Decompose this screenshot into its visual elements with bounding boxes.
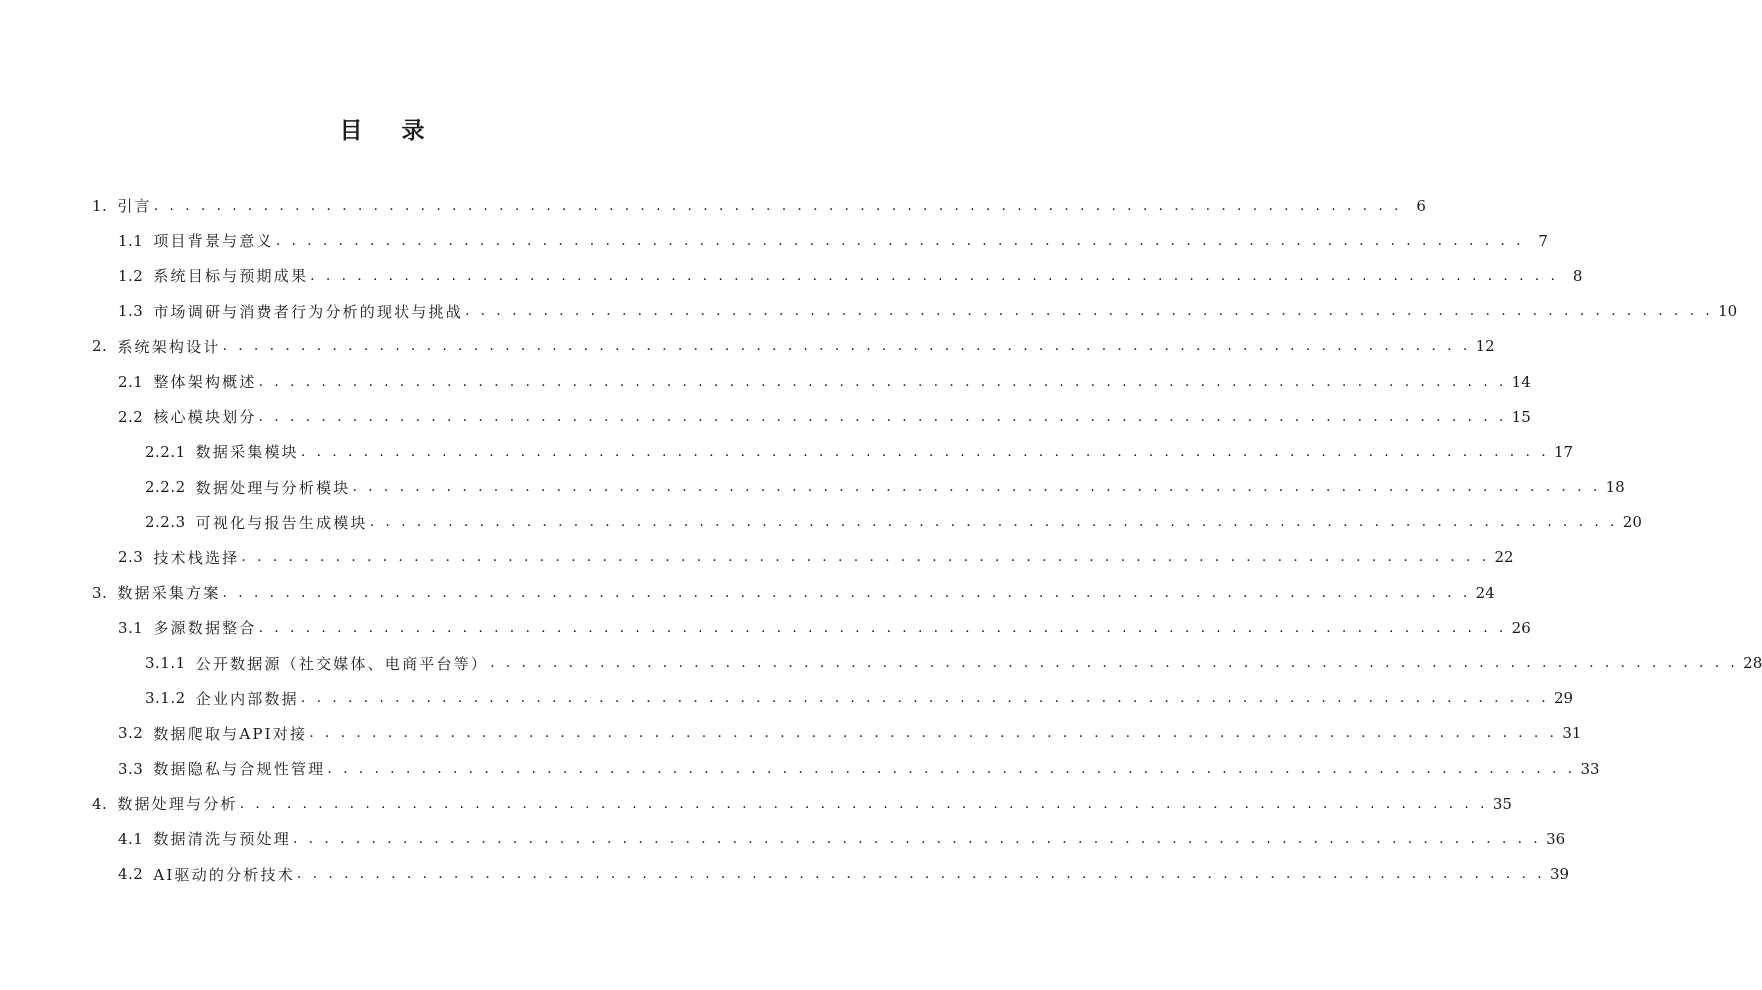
toc-entry-number: 3.2 [118, 724, 144, 743]
toc-entry-text: AI驱动的分析技术 [153, 865, 295, 884]
toc-entry-text: 数据爬取与API对接 [153, 724, 308, 743]
toc-title-char-2: 录 [401, 118, 426, 144]
toc-entry-text: 数据清洗与预处理 [153, 830, 291, 849]
toc-entry-text: 整体架构概述 [153, 373, 257, 392]
toc-entry-line [92, 582, 1495, 603]
toc-entry-line [118, 864, 1570, 885]
toc-entry-line [118, 723, 1582, 744]
toc-entry-text: 项目背景与意义 [153, 232, 274, 251]
toc-entry-page-number: 10 [1718, 302, 1738, 321]
toc-entry-page-number: 28 [1743, 654, 1762, 673]
toc-entry-number: 1. [92, 196, 108, 215]
toc-entry[interactable] [0, 716, 1582, 751]
toc-entry-line [92, 336, 1495, 357]
toc-entry-number: 3.1.1 [145, 654, 186, 673]
toc-entry-text: 系统架构设计 [117, 337, 221, 356]
toc-entry-text: 企业内部数据 [195, 689, 299, 708]
toc-entry[interactable] [0, 786, 1512, 821]
toc-entry-page-number: 20 [1622, 513, 1642, 532]
toc-entry-text: 市场调研与消费者行为分析的现状与挑战 [153, 302, 463, 321]
toc-dot-leader: . . . . . . . . . . . . . . . . . . . . . . . . . . . . . . . . . . . . . . . . . . . . . . . . . . . . . . . . . . . . . . . . . . . . . . . . . . . . . . . . [310, 267, 1559, 284]
toc-dot-leader: . . . . . . . . . . . . . . . . . . . . . . . . . . . . . . . . . . . . . . . . . . . . . . . . . . . . . . . . . . . . . . . . . . . . . . . . . . . . . . . . [300, 443, 1550, 460]
toc-entry-page-number: 31 [1562, 724, 1582, 743]
toc-entry-line [145, 512, 1642, 533]
toc-dot-leader: . . . . . . . . . . . . . . . . . . . . . . . . . . . . . . . . . . . . . . . . . . . . . . . . . . . . . . . . . . . . . . . . . . . . . . . . . . . . . . . . [292, 830, 1542, 847]
toc-entry-line [118, 547, 1514, 568]
toc-entry-number: 2.2.3 [145, 513, 186, 532]
toc-dot-leader: . . . . . . . . . . . . . . . . . . . . . . . . . . . . . . . . . . . . . . . . . . . . . . . . . . . . . . . . . . . . . . . . . . . . . . . . . . . . . . . . [258, 373, 1507, 390]
toc-entry[interactable] [0, 575, 1495, 610]
toc-entry-text: 数据处理与分析 [117, 795, 238, 814]
toc-entry-number: 1.2 [118, 266, 144, 285]
toc-dot-leader: . . . . . . . . . . . . . . . . . . . . . . . . . . . . . . . . . . . . . . . . . . . . . . . . . . . . . . . . . . . . . . . . . . . . . . . . . . . . . . . . [300, 690, 1550, 707]
toc-entry[interactable] [0, 329, 1495, 364]
toc-entry-page-number: 12 [1475, 337, 1495, 356]
toc-entry-text: 系统目标与预期成果 [153, 267, 309, 286]
toc-dot-leader: . . . . . . . . . . . . . . . . . . . . . . . . . . . . . . . . . . . . . . . . . . . . . . . . . . . . . . . . . . . . . . . . . . . . . . . . . . . . . . . . [464, 303, 1714, 320]
toc-dot-leader: . . . . . . . . . . . . . . . . . . . . . . . . . . . . . . . . . . . . . . . . . . . . . . . . . . . . . . . . . . . . . . . . . . . . . . . . . . . . . . . . [222, 338, 1471, 355]
toc-entry-line [118, 371, 1531, 392]
toc-entry-line [118, 265, 1583, 286]
toc-entry[interactable] [0, 540, 1514, 575]
toc-dot-leader: . . . . . . . . . . . . . . . . . . . . . . . . . . . . . . . . . . . . . . . . . . . . . . . . . . . . . . . . . . . . . . . . . . . . . . . . . . . . . . . . [258, 408, 1507, 425]
toc-entry-text: 数据隐私与合规性管理 [153, 760, 326, 779]
toc-entry-number: 2.3 [118, 548, 144, 567]
toc-entry-number: 1.1 [118, 231, 144, 250]
toc-entry-page-number: 29 [1553, 689, 1574, 708]
toc-entry[interactable] [0, 645, 1762, 680]
toc-entry-text: 引言 [117, 197, 152, 216]
toc-entry-line [145, 441, 1574, 462]
toc-entry[interactable] [0, 470, 1625, 505]
toc-dot-leader: . . . . . . . . . . . . . . . . . . . . . . . . . . . . . . . . . . . . . . . . . . . . . . . . . . . . . . . . . . . . . . . . . . . . . . . . . . . . . . . . [296, 866, 1546, 883]
toc-entry-number: 1.3 [118, 302, 144, 321]
toc-entry-number: 2.2.2 [145, 478, 186, 497]
toc-entry-number: 3.3 [118, 759, 144, 778]
toc-dot-leader: . . . . . . . . . . . . . . . . . . . . . . . . . . . . . . . . . . . . . . . . . . . . . . . . . . . . . . . . . . . . . . . . . . . . . . . . . . . . . . . . [153, 197, 1402, 214]
toc-entry-number: 3.1 [118, 618, 144, 637]
toc-entry[interactable] [0, 399, 1531, 434]
toc-entry-page-number: 18 [1605, 478, 1625, 497]
toc-entry[interactable] [0, 294, 1738, 329]
toc-entry-number: 3.1.2 [145, 689, 186, 708]
toc-entry-text: 数据处理与分析模块 [195, 478, 351, 497]
toc-entry-page-number: 14 [1511, 372, 1531, 391]
toc-entry-line [118, 301, 1738, 322]
toc-entry-text: 核心模块划分 [153, 408, 257, 427]
toc-entry-number: 4.1 [118, 829, 144, 848]
toc-entry-page-number: 22 [1494, 548, 1514, 567]
toc-entry-page-number: 15 [1511, 407, 1531, 426]
toc-dot-leader: . . . . . . . . . . . . . . . . . . . . . . . . . . . . . . . . . . . . . . . . . . . . . . . . . . . . . . . . . . . . . . . . . . . . . . . . . . . . . . . . [369, 514, 1618, 531]
toc-dot-leader: . . . . . . . . . . . . . . . . . . . . . . . . . . . . . . . . . . . . . . . . . . . . . . . . . . . . . . . . . . . . . . . . . . . . . . . . . . . . . . . . [222, 584, 1471, 601]
toc-entry[interactable] [0, 610, 1531, 645]
toc-dot-leader: . . . . . . . . . . . . . . . . . . . . . . . . . . . . . . . . . . . . . . . . . . . . . . . . . . . . . . . . . . . . . . . . . . . . . . . . . . . . . . . . [239, 795, 1488, 812]
toc-entry-line [145, 477, 1625, 498]
toc-entry-line [92, 195, 1426, 216]
toc-entry-number: 2. [92, 337, 108, 356]
toc-entry-number: 3. [92, 583, 108, 602]
toc-entry[interactable] [0, 258, 1583, 293]
toc-entry-line [92, 793, 1512, 814]
toc-entry-page-number: 6 [1416, 196, 1426, 215]
toc-entry[interactable] [0, 223, 1548, 258]
toc-entry-page-number: 17 [1553, 442, 1574, 461]
toc-entry[interactable] [0, 681, 1574, 716]
toc-entry-page-number: 35 [1492, 794, 1512, 813]
toc-entry[interactable] [0, 434, 1574, 469]
toc-entry-line [118, 406, 1531, 427]
toc-dot-leader: . . . . . . . . . . . . . . . . . . . . . . . . . . . . . . . . . . . . . . . . . . . . . . . . . . . . . . . . . . . . . . . . . . . . . . . . . . . . . . . . [309, 725, 1558, 742]
toc-entry-line [118, 617, 1531, 638]
toc-entry-number: 2.2.1 [145, 442, 186, 461]
toc-dot-leader: . . . . . . . . . . . . . . . . . . . . . . . . . . . . . . . . . . . . . . . . . . . . . . . . . . . . . . . . . . . . . . . . . . . . . . . . . . . . . . . . [490, 655, 1739, 672]
toc-entry[interactable] [0, 751, 1600, 786]
toc-entry-text: 数据采集模块 [195, 443, 299, 462]
toc-entry-text: 数据采集方案 [117, 584, 221, 603]
toc-entry[interactable] [0, 188, 1426, 223]
toc-dot-leader: . . . . . . . . . . . . . . . . . . . . . . . . . . . . . . . . . . . . . . . . . . . . . . . . . . . . . . . . . . . . . . . . . . . . . . . . . . . . . . . . [275, 232, 1524, 249]
toc-dot-leader: . . . . . . . . . . . . . . . . . . . . . . . . . . . . . . . . . . . . . . . . . . . . . . . . . . . . . . . . . . . . . . . . . . . . . . . . . . . . . . . . [241, 549, 1490, 566]
toc-entry-line [145, 688, 1574, 709]
toc-entry-page-number: 24 [1475, 583, 1495, 602]
toc-list [0, 188, 1762, 892]
toc-entry[interactable] [0, 821, 1566, 856]
toc-dot-leader: . . . . . . . . . . . . . . . . . . . . . . . . . . . . . . . . . . . . . . . . . . . . . . . . . . . . . . . . . . . . . . . . . . . . . . . . . . . . . . . . [258, 619, 1507, 636]
toc-entry-number: 4.2 [118, 865, 144, 884]
toc-entry[interactable] [0, 364, 1531, 399]
toc-entry-line [118, 828, 1566, 849]
toc-entry[interactable] [0, 857, 1570, 892]
toc-dot-leader: . . . . . . . . . . . . . . . . . . . . . . . . . . . . . . . . . . . . . . . . . . . . . . . . . . . . . . . . . . . . . . . . . . . . . . . . . . . . . . . . [327, 760, 1576, 777]
toc-entry-page-number: 8 [1572, 266, 1583, 285]
toc-entry-text: 可视化与报告生成模块 [195, 513, 368, 532]
toc-entry[interactable] [0, 505, 1642, 540]
toc-entry-page-number: 36 [1546, 829, 1566, 848]
toc-entry-number: 2.1 [118, 372, 144, 391]
toc-entry-number: 2.2 [118, 407, 144, 426]
toc-entry-page-number: 39 [1550, 865, 1570, 884]
toc-dot-leader: . . . . . . . . . . . . . . . . . . . . . . . . . . . . . . . . . . . . . . . . . . . . . . . . . . . . . . . . . . . . . . . . . . . . . . . . . . . . . . . . [352, 479, 1601, 496]
toc-entry-text: 技术栈选择 [153, 548, 240, 567]
toc-entry-text: 多源数据整合 [153, 619, 257, 638]
toc-entry-text: 公开数据源（社交媒体、电商平台等） [195, 654, 489, 673]
toc-title [0, 112, 765, 145]
toc-title-char-1: 目 [339, 118, 364, 144]
toc-entry-line [118, 758, 1600, 779]
toc-entry-line [118, 230, 1548, 251]
toc-entry-page-number: 33 [1580, 759, 1600, 778]
toc-entry-line [145, 653, 1762, 674]
toc-entry-number: 4. [92, 794, 108, 813]
toc-entry-page-number: 7 [1538, 231, 1548, 250]
toc-entry-page-number: 26 [1511, 618, 1531, 637]
